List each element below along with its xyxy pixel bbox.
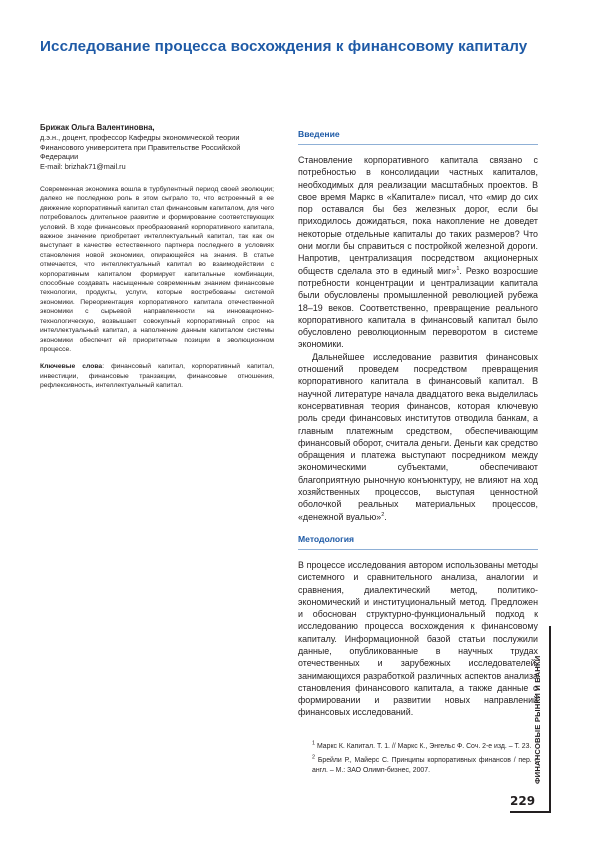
intro-p1-text-a: Становление корпоративного капитала связано с потребностью в консолидации частных капиталов, необходимых для реализации масштабных проектов. В свое время Маркс в «Капитале» писал, что «мир до сих пор оставался бы без железных дорог, если бы приходилось дожидаться, пока накопление не доведет некоторые отдельные капиталы до таких размеров? Что они могли бы справиться с постройкой железной дороги. Напротив, централизация посредством акционерных обществ сделала это в единый миг» bbox=[298, 155, 538, 276]
section-heading-intro: Введение bbox=[298, 129, 340, 139]
running-section-label: ФИНАНСОВЫЕ РЫНКИ И БАНКИ bbox=[533, 655, 542, 784]
footnote-1-text: Маркс К. Капитал. Т. 1. // Маркс К., Энгельс Ф. Соч. 2-е изд. – Т. 23. bbox=[315, 743, 532, 750]
abstract-paragraph: Современная экономика вошла в турбулентный период своей эволюции; далеко не последнюю роль в этом сыграло то, что встроенный в ее движение корпоративный капитал стал финансовым капиталом, для чего потребовалось длительное развитие и формирование соответствующих условий. В ходе финансовых преобразований корпоративного капитала, важное значение приобретает интеллектуальный капитал, так как он выступает в качестве естественного партнера последнего в условиях становления новой экономики, опирающейся на знания. В статье отмечается, что интеллектуальный капитал во взаимодействии с корпоративным капиталом формирует капитальные комбинации, способные создавать насыщенные современным знанием финансовые технологии, продукты, услуги, которые востребованы системой экономики. Переориентация корпоративного капитала отечественной экономики с сырьевой направленности на инновационно-технологическую, возвышает совокупный корпоративный спрос на интеллектуальный капитал, а наполнение данным капиталом системы экономики обеспечит ей приоритетные позиции в эволюционном процессе. bbox=[40, 186, 274, 353]
keywords-label: Ключевые слова bbox=[40, 363, 103, 371]
footnote-2 bbox=[312, 756, 538, 776]
footnote-2-text: Брейли Р., Майерс С. Принципы корпоративных финансов / пер. с англ. – М.: ЗАО Олимп-бизнес, 2007. bbox=[312, 757, 538, 774]
footnote-ref-2: 2 bbox=[381, 511, 385, 518]
intro-p1-text-b: . Резко возросшие потребности концентрации и централизации капитала были обусловлены промышленной революцией рубежа 18–19 веков. Соответственно, превращение реального корпоративного капитала в финансовый капитал было обусловлено революционным переворотом в системе экономики. bbox=[298, 265, 539, 350]
methodology-paragraph-1: В процессе исследования автором использованы методы системного и сравнительного анализа, аналогии и сравнения, диалектический метод, политико-экономический и институциональный метод. Предложен и обоснован структурно-функциональный подход к исследованию процесса восхождения к финансовому капиталу. Информационной базой статьи послужили данные, опубликованные в научных трудах отечественных и зарубежных исследователей, занимающихся разработкой различных аспектов анализа становления финансового капитала, а также данные о формировании и развитии новых направлений финансовых исследований. bbox=[298, 559, 538, 718]
section-heading-methodology: Методология bbox=[298, 533, 355, 544]
footnote-2-mark: 2 bbox=[312, 754, 316, 761]
intro-paragraph-2 bbox=[298, 351, 538, 523]
footnote-1 bbox=[312, 742, 538, 752]
intro-text bbox=[298, 154, 538, 523]
abstract bbox=[40, 185, 274, 354]
page-number: 229 bbox=[510, 794, 536, 808]
footnotes bbox=[312, 742, 538, 780]
author-email: E-mail: brizhak71@mail.ru bbox=[40, 161, 126, 171]
footnote-1-mark: 1 bbox=[312, 740, 316, 747]
methodology-text bbox=[298, 559, 538, 719]
keywords bbox=[40, 362, 274, 390]
section-divider bbox=[298, 144, 538, 145]
side-rule bbox=[549, 626, 551, 811]
left-column bbox=[40, 123, 274, 391]
author-affiliation-line-2: Федерации bbox=[40, 152, 79, 161]
keywords-text: : финансовый капитал, корпоративный капитал, инвестиции, финансовые транзакции, финансовые отношения, рефлексивность, интеллектуальный капитал. bbox=[40, 363, 274, 390]
section-divider bbox=[298, 549, 538, 550]
intro-paragraph-1 bbox=[298, 154, 538, 351]
author-position: д.э.н., доцент, профессор Кафедры экономической теории bbox=[40, 133, 240, 142]
author-affiliation-line-1: Финансового университета при Правительстве Российской bbox=[40, 142, 241, 152]
footnote-ref-1: 1 bbox=[456, 265, 460, 272]
right-column bbox=[298, 128, 538, 719]
author-name: Брижак Ольга Валентиновна, bbox=[40, 123, 155, 132]
article-title: Исследование процесса восхождения к финансовому капиталу bbox=[40, 38, 528, 55]
page-number-rule bbox=[510, 811, 551, 813]
intro-p2-text-b: . bbox=[384, 511, 387, 522]
intro-p2-text-a: Дальнейшее исследование развития финансовых отношений проведем посредством превращения корпоративного капитала в финансовый капитал. В научной литературе начала двадцатого века выделилась консервативная теория финансов, которая ключевую роль среди финансовых институтов отводила банкам, а главным платежным средством, обеспечивающим финансовый оборот, считала деньги. Деньги как средство обращения и платежа выступают посредником между экономическими субъектами, обеспечивают благоприятную рыночную конъюнктуру, не влияют на ход хозяйственных процессов, выступая ценностной оболочкой реальных материальных процессов, «денежной вуалью» bbox=[298, 351, 538, 522]
